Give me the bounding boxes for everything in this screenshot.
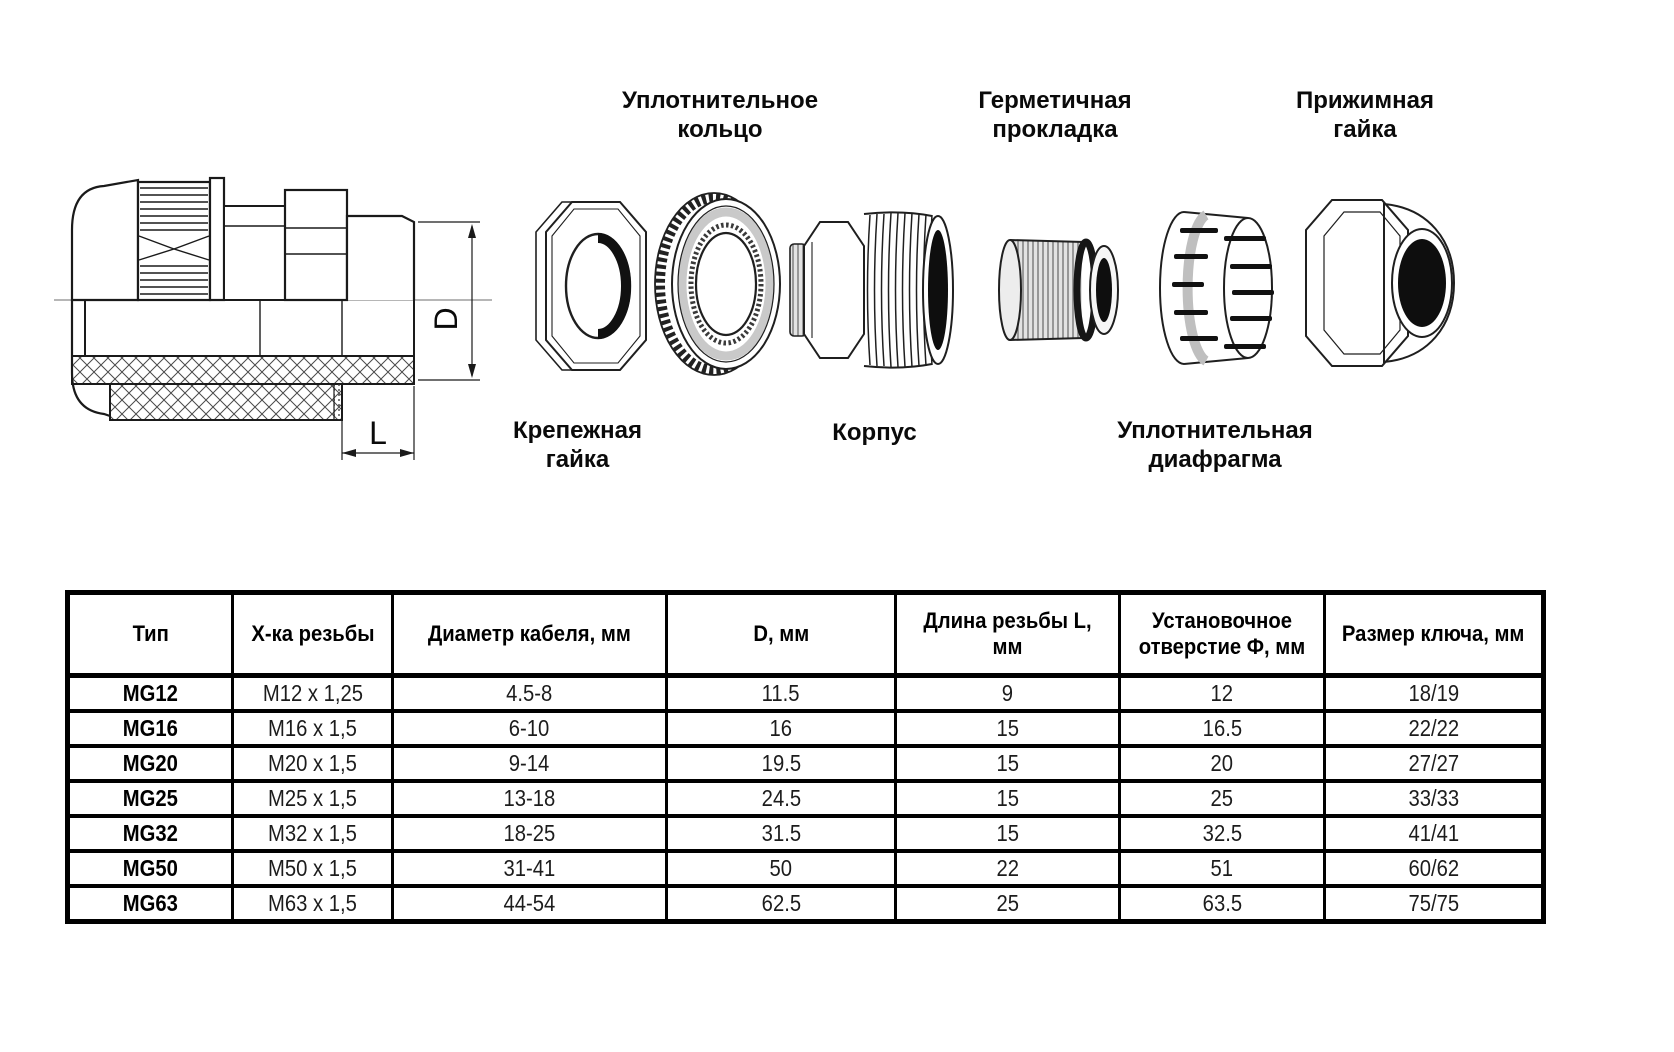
cell-cable-diameter: [393, 816, 667, 851]
label-diaphragm: Уплотнительная диафрагма: [1117, 417, 1313, 473]
cell-value: 75/75: [1408, 890, 1459, 916]
cell-thread-length: [896, 886, 1120, 922]
cell-value: 15: [996, 715, 1019, 741]
cell-value: 50: [769, 855, 793, 881]
cell-value: M12 x 1,25: [262, 680, 363, 706]
cell-value: 9-14: [509, 750, 550, 776]
cell-value: MG50: [122, 855, 179, 881]
cell-value: 20: [1210, 750, 1234, 776]
cell-d: [667, 746, 896, 781]
cell-mounting-hole: [1120, 781, 1325, 816]
cell-wrench-size: [1325, 746, 1544, 781]
section-hatch: [72, 356, 414, 384]
cell-type: [68, 711, 233, 746]
header-thread-length: [896, 593, 1120, 676]
cell-value: MG20: [122, 750, 179, 776]
dim-l-label: L: [369, 415, 387, 451]
cell-mounting-hole: [1120, 746, 1325, 781]
cell-type: [68, 816, 233, 851]
cell-value: 44-54: [503, 890, 556, 916]
header-cable-diameter: [393, 593, 667, 676]
header-d: [667, 593, 896, 676]
cell-thread: [233, 746, 393, 781]
cell-value: 12: [1210, 680, 1234, 706]
cell-d: [667, 676, 896, 712]
cell-wrench-size: [1325, 711, 1544, 746]
header-mounting-hole: [1120, 593, 1325, 676]
table-row-mg50: [68, 851, 1544, 886]
cell-value: M63 x 1,5: [268, 890, 357, 916]
table-row-mg16: [68, 711, 1544, 746]
cell-cable-diameter: [393, 746, 667, 781]
cell-value: 60/62: [1408, 855, 1459, 881]
cell-cable-diameter: [393, 711, 667, 746]
part-diaphragm-drawing: [1146, 202, 1286, 374]
cell-wrench-size: [1325, 886, 1544, 922]
cell-value: 25: [1210, 785, 1234, 811]
cell-wrench-size: [1325, 816, 1544, 851]
cell-value: 16: [769, 715, 793, 741]
cell-value: M25 x 1,5: [268, 785, 357, 811]
cell-type: [68, 676, 233, 712]
header-label: Размер ключа, мм: [1342, 621, 1525, 646]
cell-thread: [233, 816, 393, 851]
cell-wrench-size: [1325, 851, 1544, 886]
cell-value: 15: [996, 785, 1019, 811]
label-mounting-nut: Крепежная гайка: [512, 417, 643, 473]
cell-value: 22: [996, 855, 1019, 881]
cell-value: 11.5: [762, 680, 800, 706]
cell-thread-length: [896, 676, 1120, 712]
cell-thread: [233, 781, 393, 816]
cell-mounting-hole: [1120, 816, 1325, 851]
cell-d: [667, 781, 896, 816]
cell-value: 18-25: [503, 820, 556, 846]
cell-d: [667, 851, 896, 886]
cell-mounting-hole: [1120, 851, 1325, 886]
cell-value: M16 x 1,5: [268, 715, 357, 741]
cell-thread-length: [896, 711, 1120, 746]
cell-mounting-hole: [1120, 711, 1325, 746]
cell-value: M50 x 1,5: [268, 855, 357, 881]
cell-value: 31.5: [761, 820, 801, 846]
cell-thread-length: [896, 851, 1120, 886]
cell-cable-diameter: [393, 886, 667, 922]
cell-type: [68, 781, 233, 816]
cell-type: [68, 886, 233, 922]
cell-value: MG12: [122, 680, 179, 706]
assembly-drawing: [52, 148, 497, 483]
cell-value: 62.5: [761, 890, 801, 916]
cell-thread-length: [896, 746, 1120, 781]
part-gasket-drawing: [986, 220, 1134, 360]
cell-value: 24.5: [761, 785, 801, 811]
cell-cable-diameter: [393, 676, 667, 712]
cell-value: 4.5-8: [506, 680, 553, 706]
cell-wrench-size: [1325, 676, 1544, 712]
cell-value: 51: [1210, 855, 1234, 881]
cell-value: 6-10: [509, 715, 550, 741]
cell-value: 41/41: [1408, 820, 1459, 846]
header-label: Установочное отверстие Ф, мм: [1138, 608, 1306, 659]
cell-value: 18/19: [1408, 680, 1459, 706]
cell-d: [667, 886, 896, 922]
header-thread: [233, 593, 393, 676]
cell-value: 9: [1001, 680, 1014, 706]
cell-value: M32 x 1,5: [268, 820, 357, 846]
cell-value: 13-18: [503, 785, 556, 811]
cell-value: 32.5: [1202, 820, 1242, 846]
cell-value: 22/22: [1408, 715, 1459, 741]
cell-thread: [233, 886, 393, 922]
cell-thread: [233, 711, 393, 746]
cell-value: 15: [996, 750, 1019, 776]
part-mounting-nut-drawing: [528, 196, 654, 376]
cell-type: [68, 851, 233, 886]
knurl-section: [138, 182, 210, 300]
dimension-d: [418, 222, 480, 380]
cell-d: [667, 711, 896, 746]
cell-value: M20 x 1,5: [268, 750, 357, 776]
header-label: Х-ка резьбы: [250, 621, 375, 646]
cell-thread: [233, 676, 393, 712]
header-label: Тип: [132, 621, 169, 646]
spec-table-header: [68, 593, 1544, 676]
part-body-drawing: [786, 192, 970, 388]
header-row: [68, 593, 1544, 676]
header-label: D, мм: [753, 621, 809, 646]
label-gasket: Герметичная прокладка: [978, 87, 1132, 143]
cell-value: 33/33: [1408, 785, 1459, 811]
header-wrench-size: [1325, 593, 1544, 676]
table-row-mg25: [68, 781, 1544, 816]
cell-thread-length: [896, 816, 1120, 851]
table-row-mg63: [68, 886, 1544, 922]
cell-value: MG25: [122, 785, 179, 811]
cell-value: MG16: [122, 715, 179, 741]
cell-mounting-hole: [1120, 676, 1325, 712]
cell-cable-diameter: [393, 781, 667, 816]
cell-value: 16.5: [1202, 715, 1242, 741]
cell-type: [68, 746, 233, 781]
spec-table: [65, 590, 1546, 924]
label-sealing-ring: Уплотнительное кольцо: [621, 87, 819, 143]
label-body: Корпус: [832, 419, 917, 446]
header-type: [68, 593, 233, 676]
cell-value: 25: [996, 890, 1019, 916]
dim-d-label: D: [428, 307, 464, 331]
cell-thread: [233, 851, 393, 886]
cell-value: 31-41: [503, 855, 556, 881]
cell-value: 63.5: [1202, 890, 1242, 916]
table-row-mg12: [68, 676, 1544, 712]
cell-d: [667, 816, 896, 851]
cell-mounting-hole: [1120, 886, 1325, 922]
cell-value: 27/27: [1408, 750, 1459, 776]
cell-value: 15: [996, 820, 1019, 846]
part-sealing-ring-drawing: [652, 188, 792, 380]
cell-cable-diameter: [393, 851, 667, 886]
table-row-mg32: [68, 816, 1544, 851]
cell-thread-length: [896, 781, 1120, 816]
header-label: Диаметр кабеля, мм: [427, 621, 631, 646]
spec-table-body: [68, 676, 1544, 922]
cell-value: MG32: [122, 820, 179, 846]
cell-value: MG63: [122, 890, 179, 916]
cell-wrench-size: [1325, 781, 1544, 816]
label-pressure-nut: Прижимная гайка: [1295, 87, 1435, 143]
cell-value: 19.5: [761, 750, 801, 776]
table-row-mg20: [68, 746, 1544, 781]
header-label: Длина резьбы L, мм: [923, 608, 1092, 659]
part-pressure-nut-drawing: [1296, 192, 1464, 374]
